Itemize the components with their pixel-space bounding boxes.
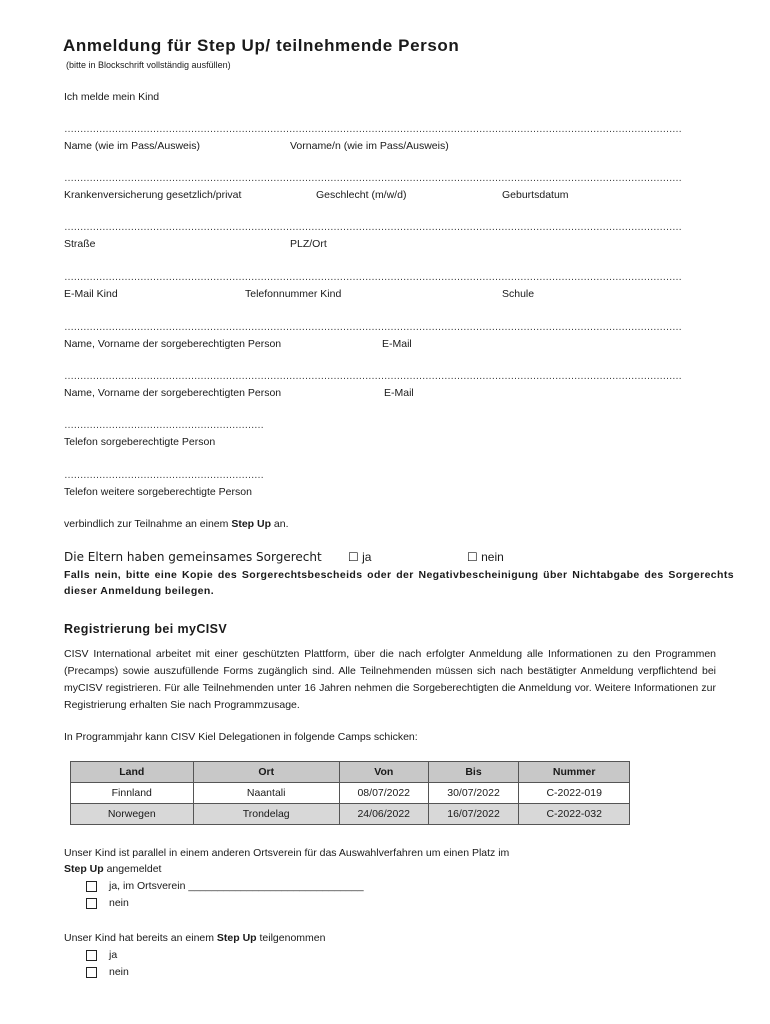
previous-option-no[interactable] bbox=[86, 966, 129, 978]
commitment-text bbox=[64, 518, 289, 530]
col-nummer: Nummer bbox=[519, 762, 630, 783]
cell-land: Finnland bbox=[71, 783, 194, 804]
dotline-guardian-1[interactable]: …………………………………………………………………………………………………………………………………………………………………………… bbox=[64, 322, 682, 333]
custody-warning: Falls nein, bitte eine Kopie des Sorgerechtsbescheids oder der Negativbescheinigung über Nichtabgabe des Sorgerechts dieser Anmeldung beilegen. bbox=[64, 569, 734, 597]
subtitle: (bitte in Blockschrift vollständig ausfüllen) bbox=[66, 60, 231, 70]
cell-ort: Naantali bbox=[193, 783, 339, 804]
commitment-bold: Step Up bbox=[231, 518, 271, 530]
label-guardian-name-1: Name, Vorname der sorgeberechtigten Person bbox=[64, 338, 282, 350]
parallel-rest: angemeldet bbox=[103, 863, 162, 875]
page-title: Anmeldung für Step Up/ teilnehmende Person bbox=[63, 36, 460, 55]
previous-pre: Unser Kind hat bereits an einem bbox=[64, 932, 217, 944]
parallel-line2 bbox=[64, 863, 161, 875]
label-telefon-weitere: Telefon weitere sorgeberechtigte Person bbox=[64, 486, 252, 498]
parallel-option-yes[interactable] bbox=[86, 880, 364, 892]
table-row bbox=[71, 804, 630, 825]
label-guardian-email-2: E-Mail bbox=[384, 387, 414, 399]
label-guardian-email-1: E-Mail bbox=[382, 338, 412, 350]
col-von: Von bbox=[339, 762, 428, 783]
label-strasse: Straße bbox=[64, 238, 96, 250]
camps-intro: In Programmjahr kann CISV Kiel Delegationen in folgende Camps schicken: bbox=[64, 731, 418, 743]
dotline-guardian-phone[interactable]: ……………………………………………………… bbox=[64, 420, 264, 431]
parallel-bold: Step Up bbox=[64, 863, 104, 875]
dotline-other-phone[interactable]: ……………………………………………………… bbox=[64, 470, 264, 481]
camps-header-row bbox=[71, 762, 630, 783]
custody-label: Die Eltern haben gemeinsames Sorgerecht bbox=[64, 550, 322, 564]
col-land: Land bbox=[71, 762, 194, 783]
cell-bis: 30/07/2022 bbox=[428, 783, 519, 804]
custody-no-checkbox[interactable]: ☐ nein bbox=[467, 550, 504, 564]
cell-nummer: C-2022-032 bbox=[519, 804, 630, 825]
cell-ort: Trondelag bbox=[193, 804, 339, 825]
parallel-yes-label: ja, im Ortsverein ______________________________ bbox=[109, 880, 364, 892]
label-vorname: Vorname/n (wie im Pass/Ausweis) bbox=[290, 140, 449, 152]
label-telefon-sorge: Telefon sorgeberechtigte Person bbox=[64, 436, 216, 448]
checkbox-icon[interactable] bbox=[86, 898, 97, 909]
dotline-address[interactable]: …………………………………………………………………………………………………………………………………………………………………………… bbox=[64, 222, 682, 233]
label-guardian-name-2: Name, Vorname der sorgeberechtigten Person bbox=[64, 387, 282, 399]
table-row bbox=[71, 783, 630, 804]
previous-post: teilgenommen bbox=[256, 932, 326, 944]
cell-land: Norwegen bbox=[71, 804, 194, 825]
label-geschlecht: Geschlecht (m/w/d) bbox=[316, 189, 407, 201]
col-bis: Bis bbox=[428, 762, 519, 783]
label-geburtsdatum: Geburtsdatum bbox=[502, 189, 569, 201]
col-ort: Ort bbox=[193, 762, 339, 783]
label-email-kind: E-Mail Kind bbox=[64, 288, 118, 300]
label-plz-ort: PLZ/Ort bbox=[290, 238, 327, 250]
dotline-contact[interactable]: …………………………………………………………………………………………………………………………………………………………………………… bbox=[64, 272, 682, 283]
parallel-no-label: nein bbox=[109, 897, 129, 909]
previous-no-label: nein bbox=[109, 966, 129, 978]
label-krankenversicherung: Krankenversicherung gesetzlich/privat bbox=[64, 189, 242, 201]
parallel-line1: Unser Kind ist parallel in einem anderen Ortsverein für das Auswahlverfahren um einen Platz im bbox=[64, 847, 510, 859]
commitment-pre: verbindlich zur Teilnahme an einem bbox=[64, 518, 232, 530]
previous-option-yes[interactable] bbox=[86, 949, 117, 961]
previous-question bbox=[64, 932, 325, 944]
mycisv-heading: Registrierung bei myCISV bbox=[64, 622, 228, 636]
parallel-option-no[interactable] bbox=[86, 897, 129, 909]
mycisv-text: CISV International arbeitet mit einer geschützten Plattform, über die nach erfolgter Anmeldung alle Informationen zu den Programmen (Precamps) sowie auszufüllende Forms zugänglich sind. Alle Teilnehmenden müssen sich nach bestätigter Anmeldung verpflichtend bei myCISV registrieren. Für alle Teilnehmenden unter 16 Jahren nehmen die Sorgeberechtigten die Anmeldung vor. Weitere Informationen zur Registrierung erhalten Sie nach Programmzusage. bbox=[64, 648, 716, 711]
dotline-insurance[interactable]: …………………………………………………………………………………………………………………………………………………………………………… bbox=[64, 173, 682, 184]
commitment-post: an. bbox=[271, 518, 289, 530]
intro-text: Ich melde mein Kind bbox=[64, 91, 160, 103]
custody-yes-checkbox[interactable]: ☐ ja bbox=[348, 550, 372, 564]
checkbox-icon[interactable] bbox=[86, 950, 97, 961]
checkbox-icon[interactable] bbox=[86, 967, 97, 978]
cell-nummer: C-2022-019 bbox=[519, 783, 630, 804]
previous-bold: Step Up bbox=[216, 932, 257, 944]
cell-von: 24/06/2022 bbox=[339, 804, 428, 825]
label-telefon-kind: Telefonnummer Kind bbox=[245, 288, 342, 300]
cell-von: 08/07/2022 bbox=[339, 783, 428, 804]
dotline-guardian-2[interactable]: …………………………………………………………………………………………………………………………………………………………………………… bbox=[64, 371, 682, 382]
previous-yes-label: ja bbox=[109, 949, 118, 961]
dotline-name[interactable]: …………………………………………………………………………………………………………………………………………………………………………… bbox=[64, 124, 682, 135]
checkbox-icon[interactable] bbox=[86, 881, 97, 892]
label-name: Name (wie im Pass/Ausweis) bbox=[64, 140, 200, 152]
camps-table bbox=[70, 761, 630, 825]
label-schule: Schule bbox=[502, 288, 535, 300]
cell-bis: 16/07/2022 bbox=[428, 804, 519, 825]
